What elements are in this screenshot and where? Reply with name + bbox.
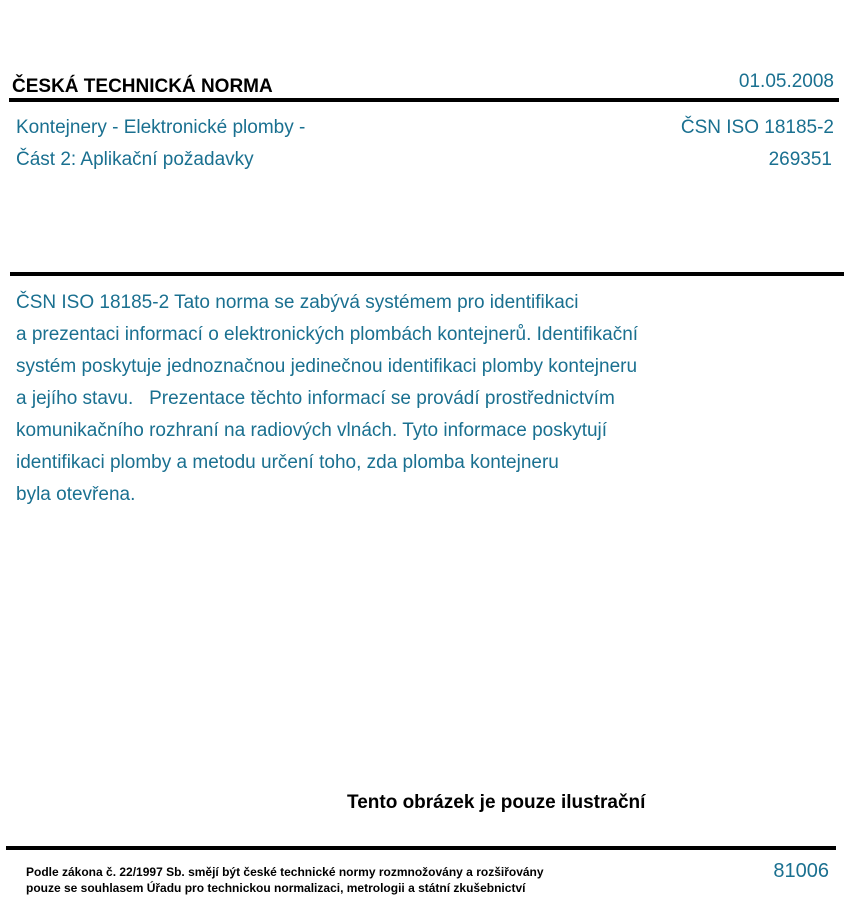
illustration-note: Tento obrázek je pouze ilustrační (347, 792, 646, 813)
document-title-line1: Kontejnery - Elektronické plomby - (16, 117, 306, 138)
document-title-line2: Část 2: Aplikační požadavky (16, 149, 254, 170)
footer-rule (6, 846, 836, 850)
norm-label: ČESKÁ TECHNICKÁ NORMA (12, 76, 273, 97)
standard-code: ČSN ISO 18185-2 (680, 117, 834, 138)
catalog-number: 269351 (768, 149, 832, 170)
legal-notice-line1: Podle zákona č. 22/1997 Sb. smějí být české technické normy rozmnožovány a rozšiřovány (26, 865, 544, 879)
abstract-line: ČSN ISO 18185-2 Tato norma se zabývá systémem pro identifikaci (16, 292, 579, 313)
abstract-text (16, 287, 736, 511)
legal-notice-line2: pouze se souhlasem Úřadu pro technickou normalizaci, metrologii a státní zkušebnictví (26, 881, 526, 895)
abstract-line: systém poskytuje jednoznačnou jedinečnou identifikaci plomby kontejneru (16, 356, 638, 377)
header-rule (9, 98, 839, 102)
abstract-line: identifikaci plomby a metodu určení toho, zda plomba kontejneru (16, 452, 559, 473)
legal-notice (26, 864, 544, 896)
abstract-line: byla otevřena. (16, 484, 136, 505)
abstract-line: a prezentaci informací o elektronických plombách kontejnerů. Identifikační (16, 324, 639, 345)
issue-date: 01.05.2008 (738, 71, 834, 92)
abstract-line: a jejího stavu. Prezentace těchto informací se provádí prostřednictvím (16, 388, 615, 409)
section-rule (10, 272, 844, 276)
abstract-line: komunikačního rozhraní na radiových vlnách. Tyto informace poskytují (16, 420, 608, 441)
order-number: 81006 (773, 860, 829, 882)
